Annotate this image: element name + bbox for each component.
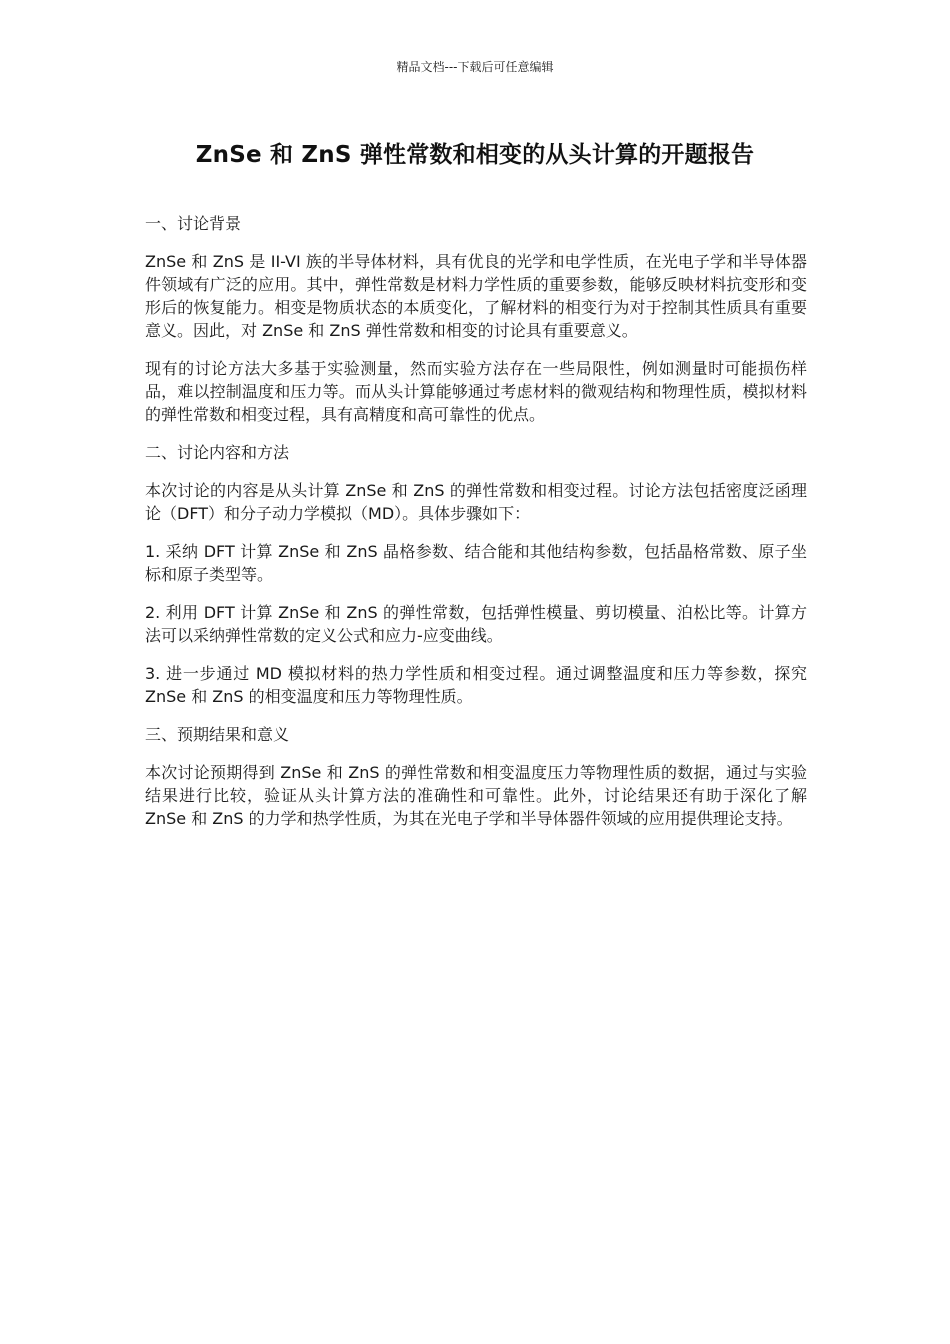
section-heading-background: 一、讨论背景	[145, 214, 242, 233]
section-heading-expected-results: 三、预期结果和意义	[145, 725, 290, 744]
list-item: 2. 利用 DFT 计算 ZnSe 和 ZnS 的弹性常数，包括弹性模量、剪切模量、泊松比等。计算方法可以采纳弹性常数的定义公式和应力-应变曲线。	[145, 603, 807, 645]
list-item: 1. 采纳 DFT 计算 ZnSe 和 ZnS 晶格参数、结合能和其他结构参数，包括晶格常数、原子坐标和原子类型等。	[145, 542, 807, 584]
list-item: 3. 进一步通过 MD 模拟材料的热力学性质和相变过程。通过调整温度和压力等参数，探究 ZnSe 和 ZnS 的相变温度和压力等物理性质。	[145, 664, 807, 706]
section-heading-content-methods: 二、讨论内容和方法	[145, 443, 290, 462]
paragraph: 本次讨论的内容是从头计算 ZnSe 和 ZnS 的弹性常数和相变过程。讨论方法包括密度泛函理论（DFT）和分子动力学模拟（MD）。具体步骤如下：	[145, 481, 807, 523]
header-note: 精品文档---下载后可任意编辑	[396, 60, 554, 74]
document-body	[145, 212, 807, 845]
paragraph: 本次讨论预期得到 ZnSe 和 ZnS 的弹性常数和相变温度压力等物理性质的数据，通过与实验结果进行比较，验证从头计算方法的准确性和可靠性。此外，讨论结果还有助于深化了解 ZnSe 和 ZnS 的力学和热学性质，为其在光电子学和半导体器件领域的应用提供理论支持。	[145, 763, 807, 828]
paragraph: 现有的讨论方法大多基于实验测量，然而实验方法存在一些局限性，例如测量时可能损伤样品，难以控制温度和压力等。而从头计算能够通过考虑材料的微观结构和物理性质，模拟材料的弹性常数和相变过程，具有高精度和高可靠性的优点。	[145, 359, 807, 424]
paragraph: ZnSe 和 ZnS 是 II-VI 族的半导体材料，具有优良的光学和电学性质，在光电子学和半导体器件领域有广泛的应用。其中，弹性常数是材料力学性质的重要参数，能够反映材料抗变形和变形后的恢复能力。相变是物质状态的本质变化，了解材料的相变行为对于控制其性质具有重要意义。因此，对 ZnSe 和 ZnS 弹性常数和相变的讨论具有重要意义。	[145, 252, 807, 340]
document-title: ZnSe 和 ZnS 弹性常数和相变的从头计算的开题报告	[195, 142, 755, 168]
